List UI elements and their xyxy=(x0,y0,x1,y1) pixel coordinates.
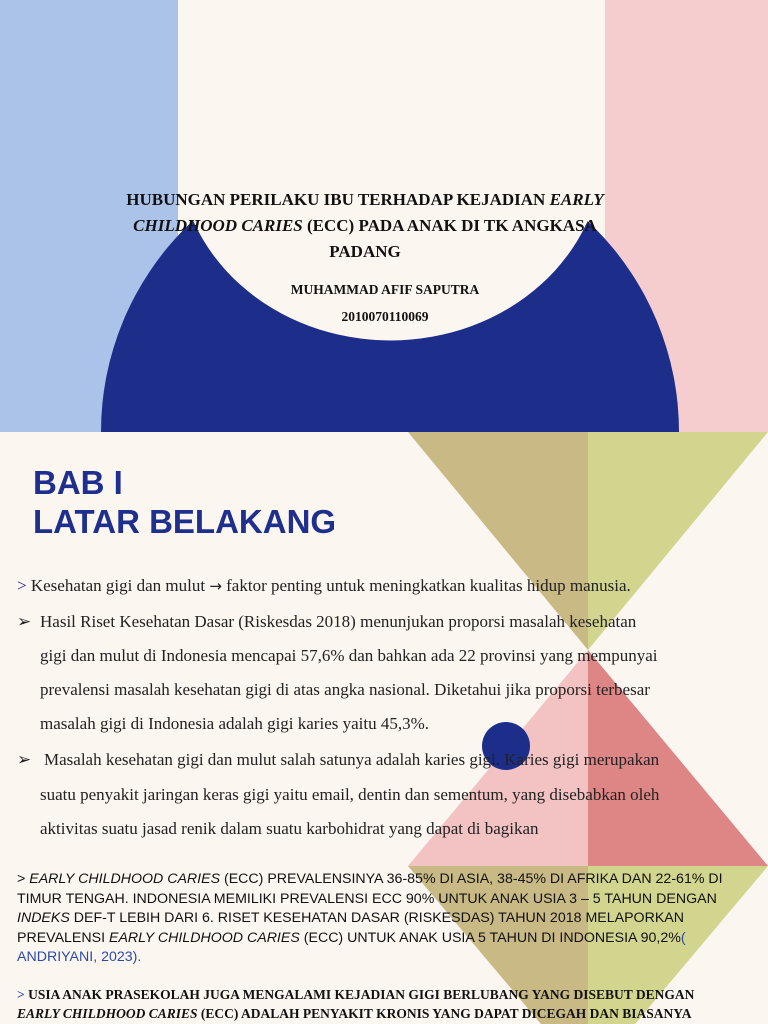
ecc-italic-2: INDEKS xyxy=(17,910,70,926)
ecc-italic-1: EARLY CHILDHOOD CARIES xyxy=(29,871,221,887)
title-line1: HUBUNGAN PERILAKU IBU TERHADAP KEJADIAN xyxy=(126,190,550,209)
last-italic: EARLY CHILDHOOD CARIES xyxy=(17,1006,198,1021)
title-line2-italic: CHILDHOOD CARIES xyxy=(133,216,303,235)
ecc-marker: > xyxy=(17,871,30,887)
bullet-1-marker: > xyxy=(17,576,27,595)
presentation-title xyxy=(60,187,670,265)
ecc-text-2: DEF-T LEBIH DARI 6. RISET KESEHATAN DASAR (RISKESDAS) TAHUN 2018 MELAPORKAN PREVALENSI xyxy=(17,910,684,946)
last-marker: > xyxy=(17,987,25,1002)
bullet-3-marker: ➢ xyxy=(17,750,32,769)
title-line2: (ECC) PADA ANAK DI TK ANGKASA xyxy=(302,216,597,235)
citation-link: ( ANDRIYANI, 2023). xyxy=(17,929,686,965)
last-paragraph xyxy=(17,985,757,1023)
title-line3: PADANG xyxy=(329,242,401,261)
ecc-paragraph xyxy=(17,870,757,968)
section-heading xyxy=(33,463,336,541)
author-id: 2010070110069 xyxy=(341,309,429,324)
last-text-2: (ECC) ADALAH PENYAKIT KRONIS YANG DAPAT DICEGAH DAN BIASANYA xyxy=(197,1006,692,1021)
bullet-1 xyxy=(17,576,631,596)
bullet-2-line: gigi dan mulut di Indonesia mencapai 57,6% dan bahkan ada 22 provinsi yang mempunyai xyxy=(40,646,658,665)
ecc-italic-3: EARLY CHILDHOOD CARIES xyxy=(109,929,300,946)
bullet-1-text-b: faktor penting untuk meningkatkan kualitas hidup manusia. xyxy=(221,576,631,595)
bullet-3-line: Masalah kesehatan gigi dan mulut salah satunya adalah karies gigi. Karies gigi merupakan xyxy=(44,750,660,769)
author-name: MUHAMMAD AFIF SAPUTRA xyxy=(290,282,480,297)
heading-line1: BAB I xyxy=(33,464,123,501)
arrow-right-icon: → xyxy=(209,577,222,595)
ecc-text-3: (ECC) UNTUK ANAK USIA 5 TAHUN DI INDONESIA 90,2% xyxy=(299,929,681,946)
bullet-3-line: aktivitas suatu jasad renik dalam suatu karbohidrat yang dapat di bagikan xyxy=(40,819,539,838)
bullet-3-line: suatu penyakit jaringan keras gigi yaitu email, dentin dan sementum, yang disebabkan oleh xyxy=(40,785,660,804)
heading-line2: LATAR BELAKANG xyxy=(33,503,337,540)
bullet-2-line: masalah gigi di Indonesia adalah gigi karies yaitu 45,3%. xyxy=(40,714,430,733)
last-text-1: USIA ANAK PRASEKOLAH JUGA MENGALAMI KEJADIAN GIGI BERLUBANG YANG DISEBUT DENGAN xyxy=(24,987,695,1002)
bullet-2-line: prevalensi masalah kesehatan gigi di atas angka nasional. Diketahui jika proporsi terbesar xyxy=(40,680,650,699)
ecc-text-1: (ECC) PREVALENSINYA 36-85% DI ASIA, 38-45% DI AFRIKA DAN 22-61% DI TIMUR TENGAH. INDONESIA MEMILIKI PREVALENSI ECC 90% UNTUK ANAK USIA 3 – 5 TAHUN DENGAN xyxy=(17,871,723,907)
bullet-2-line: Hasil Riset Kesehatan Dasar (Riskesdas 2018) menunjukan proporsi masalah kesehatan xyxy=(40,612,637,631)
bullet-2-marker: ➢ xyxy=(17,612,32,631)
bullet-1-text-a: Kesehatan gigi dan mulut xyxy=(26,576,210,595)
title-line1-italic: EARLY xyxy=(549,190,604,209)
